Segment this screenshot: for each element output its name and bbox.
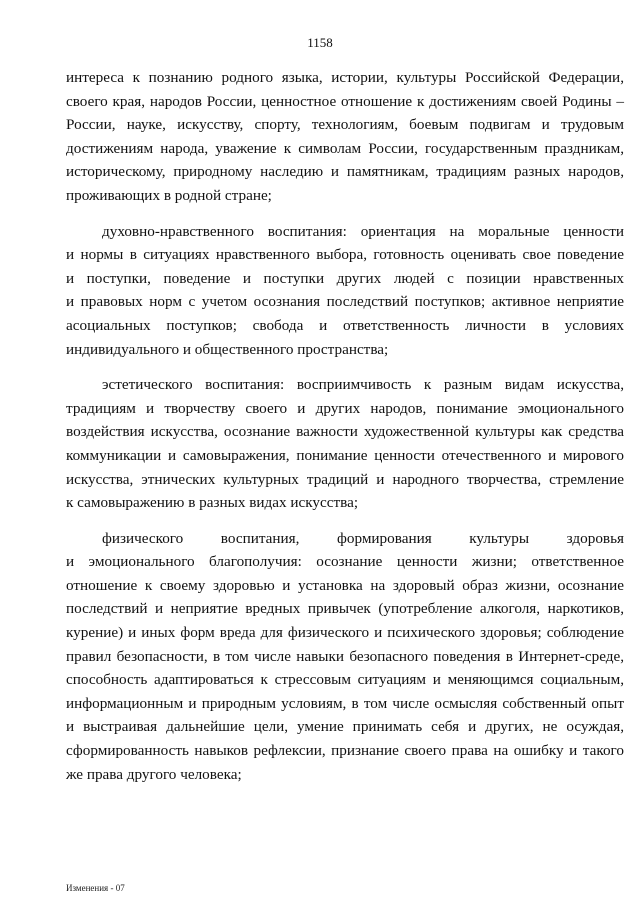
text-line: отношение к своему здоровью и установка на здоровый образ жизни, осознание (66, 576, 624, 594)
page-number: 1158 (307, 35, 333, 50)
text-line: проживающих в родной стране; (66, 186, 272, 204)
text-line: асоциальных поступков; свобода и ответственность личности в условиях (66, 316, 624, 334)
text-line: и эмоционального благополучия: осознание ценности жизни; ответственное (66, 553, 624, 571)
text-line: духовно-нравственного воспитания: ориентация на моральные ценности (102, 222, 624, 240)
text-line: и правовых норм с учетом осознания последствий поступков; активное неприятие (66, 293, 624, 311)
text-line: последствий и неприятие вредных привычек (употребление алкоголя, наркотиков, (66, 600, 624, 618)
body-text (66, 66, 624, 786)
text-line: историческому, природному наследию и памятникам, традициям разных народов, (66, 163, 624, 181)
paragraph-physical (66, 527, 624, 787)
text-line: достижениям народа, уважение к символам России, государственным праздникам, (66, 139, 624, 157)
paragraph-aesthetic (66, 373, 624, 515)
footer-revision-note: Изменения - 07 (66, 883, 125, 893)
text-line: же права другого человека; (66, 765, 242, 783)
text-line: к самовыражению в разных видах искусства; (66, 494, 359, 512)
text-line: воздействия искусства, осознание важности художественной культуры как средства (66, 423, 624, 441)
paragraph-patriotic (66, 66, 624, 208)
text-line: и выстраивая дальнейшие цели, умение принимать себя и других, не осуждая, (66, 718, 624, 736)
text-line: правил безопасности, в том числе навыки безопасного поведения в Интернет-среде, (66, 647, 624, 665)
text-line: способность адаптироваться к стрессовым ситуациям и меняющимся социальным, (66, 671, 624, 689)
text-line: коммуникации и самовыражения, понимание ценности отечественного и мирового (66, 446, 624, 464)
paragraph-spiritual-moral (66, 220, 624, 362)
text-line: России, науке, искусству, спорту, технологиям, боевым подвигам и трудовым (66, 116, 624, 134)
text-line: курение) и иных форм вреда для физического и психического здоровья; соблюдение (66, 624, 624, 642)
text-line: и нормы в ситуациях нравственного выбора, готовность оценивать свое поведение (66, 246, 624, 264)
text-line: и поступки, поведение и поступки других людей с позиции нравственных (66, 269, 624, 287)
text-line: информационным и природным условиям, в том числе осмысляя собственный опыт (66, 694, 624, 712)
text-line: физического воспитания, формирования культуры здоровья (102, 529, 624, 547)
text-line: интереса к познанию родного языка, истории, культуры Российской Федерации, (66, 69, 624, 86)
text-line: традициям и творчеству своего и других народов, понимание эмоционального (66, 399, 624, 417)
text-line: искусства, этнических культурных традиций и народного творчества, стремление (66, 470, 624, 488)
text-line: сформированность навыков рефлексии, признание своего права на ошибку и такого (66, 742, 624, 760)
text-line: эстетического воспитания: восприимчивость к разным видам искусства, (102, 376, 624, 394)
text-line: индивидуального и общественного пространства; (66, 340, 389, 358)
text-line: своего края, народов России, ценностное отношение к достижениям своей Родины – (66, 92, 624, 110)
